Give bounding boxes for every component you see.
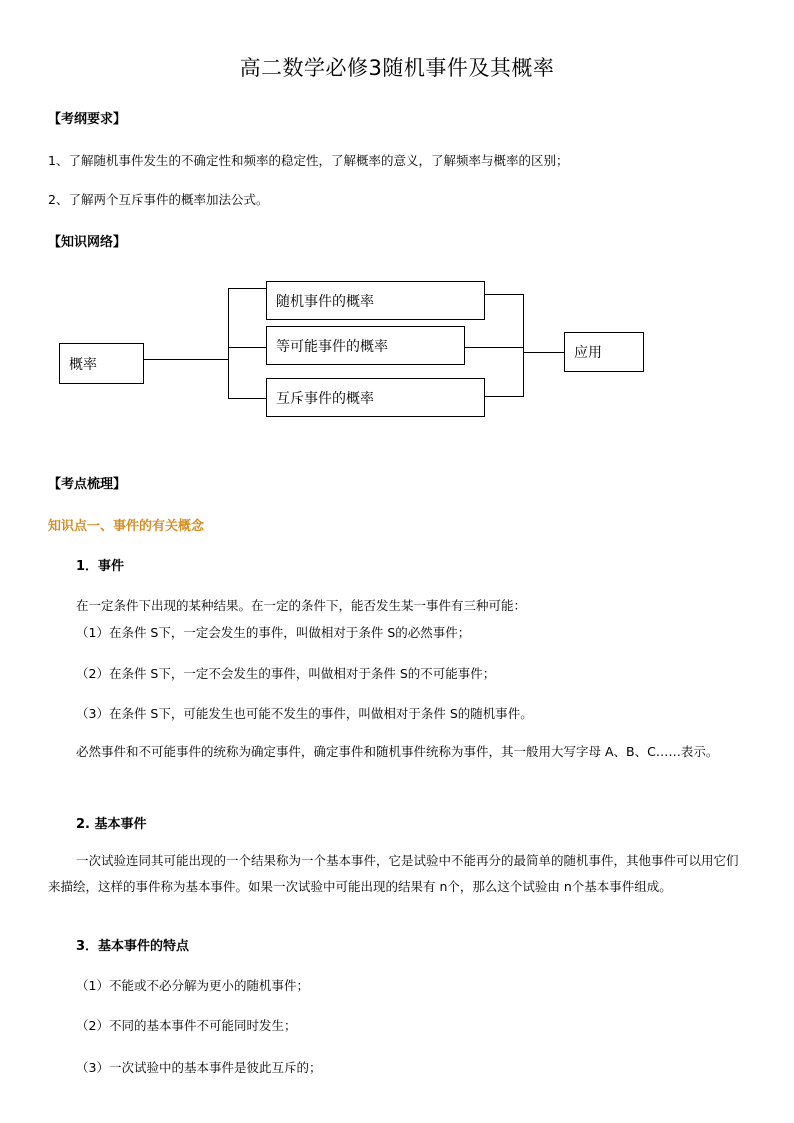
connector-line: [228, 288, 229, 399]
diagram-node-branch: [266, 326, 465, 365]
diagram-node-label: 等可能事件的概率: [276, 338, 388, 355]
subheading-basic-event: 2. 基本事件: [76, 817, 147, 832]
list-item: （3）在条件 S下，可能发生也可能不发生的事件，叫做相对于条件 S的随机事件。: [76, 706, 533, 721]
diagram-node-root: [59, 343, 144, 384]
paragraph: 在一定条件下出现的某种结果。在一定的条件下，能否发生某一事件有三种可能：: [76, 598, 527, 613]
connector-line: [485, 294, 524, 295]
connector-line: [524, 352, 564, 353]
diagram-node-branch: [266, 378, 485, 417]
subheading-event: 1．事件: [76, 559, 125, 574]
diagram-node-label: 互斥事件的概率: [276, 390, 374, 407]
connector-line: [228, 347, 266, 348]
page-title: 高二数学必修3随机事件及其概率: [239, 56, 555, 80]
list-item: （1）在条件 S下，一定会发生的事件，叫做相对于条件 S的必然事件；: [76, 625, 471, 640]
list-item: （2）不同的基本事件不可能同时发生；: [76, 1018, 297, 1033]
diagram-node-branch: [266, 281, 485, 320]
section-heading-requirements: 【考纲要求】: [48, 112, 127, 127]
diagram-node-label: 概率: [69, 356, 97, 373]
connector-line: [144, 359, 228, 360]
subheading-basic-event-features: 3．基本事件的特点: [76, 939, 190, 954]
connector-line: [523, 294, 524, 397]
connector-line: [485, 396, 524, 397]
requirement-item: 1、了解随机事件发生的不确定性和频率的稳定性，了解概率的意义，了解频率与概率的区别；: [48, 153, 569, 168]
connector-line: [228, 398, 266, 399]
list-item: （3）一次试验中的基本事件是彼此互斥的；: [76, 1060, 322, 1075]
requirement-item: 2、了解两个互斥事件的概率加法公式。: [48, 192, 269, 207]
paragraph: 必然事件和不可能事件的统称为确定事件，确定事件和随机事件统称为事件，其一般用大写字母 A、B、C……表示。: [76, 744, 719, 759]
list-item: （2）在条件 S下，一定不会发生的事件，叫做相对于条件 S的不可能事件；: [76, 666, 496, 681]
paragraph: 一次试验连同其可能出现的一个结果称为一个基本事件，它是试验中不能再分的最简单的随机事件，其他事件可以用它们来描绘，这样的事件称为基本事件。如果一次试验中可能出现的结果有 n个，那么这个试验由 n个基本事件组成。: [48, 853, 739, 894]
section-heading-points: 【考点梳理】: [48, 477, 127, 492]
diagram-node-target: [564, 332, 644, 372]
knowledge-point-heading: 知识点一、事件的有关概念: [48, 519, 205, 534]
diagram-node-label: 随机事件的概率: [276, 293, 374, 310]
connector-line: [228, 288, 266, 289]
connector-line: [465, 347, 524, 348]
list-item: （1）不能或不必分解为更小的随机事件；: [76, 978, 309, 993]
section-heading-network: 【知识网络】: [48, 235, 127, 250]
diagram-node-label: 应用: [574, 345, 602, 361]
